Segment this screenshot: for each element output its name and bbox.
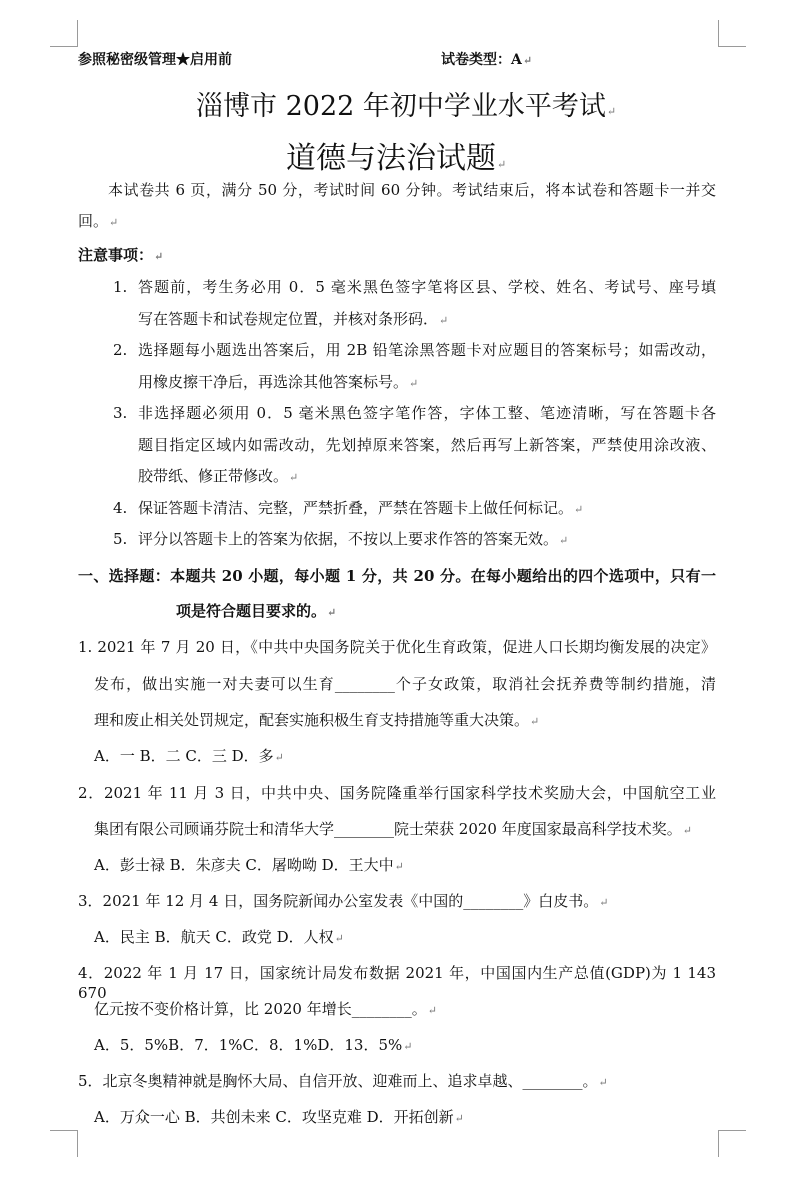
notice-item-4-number: 4. (113, 499, 128, 517)
intro-line-2: 回。↵ (78, 212, 119, 230)
notice-item-1-line-2: 写在答题卡和试卷规定位置，并核对条形码．↵ (138, 310, 449, 328)
notice-item-3-line-1: 非选择题必须用 0．5 毫米黑色签字笔作答，字体工整、笔迹清晰，写在答题卡各 (138, 404, 716, 422)
question-2-options: A．彭士禄 B．朱彦夫 C．屠呦呦 D．王大中↵ (94, 856, 404, 874)
notice-item-2-number: 2. (113, 341, 128, 359)
question-2-line-2: 集团有限公司顾诵芬院士和清华大学________院士荣获 2020 年度国家最高科学技术奖。↵ (94, 820, 692, 838)
question-4-options: A．5．5%B．7．1%C．8．1%D．13．5%↵ (94, 1036, 413, 1054)
notice-item-2-line-1: 选择题每小题选出答案后，用 2B 铅笔涂黑答题卡对应题目的答案标号；如需改动， (138, 341, 716, 359)
notice-item-3-number: 3. (113, 404, 128, 422)
question-1-line-2: 发布，做出实施一对夫妻可以生育________个子女政策，取消社会抚养费等制约措施，清 (94, 675, 716, 693)
question-2-line-1: 2．2021 年 11 月 3 日，中共中央、国务院隆重举行国家科学技术奖励大会，中国航空工业 (78, 784, 716, 802)
subject-title: 道德与法治试题↵ (286, 141, 507, 176)
question-3-options: A．民主 B．航天 C．政党 D．人权↵ (94, 928, 344, 946)
section-heading-line-2: 项是符合题目要求的。↵ (176, 602, 337, 620)
crop-mark-top-right (718, 20, 746, 47)
question-1-options: A．一 B．二 C．三 D．多↵ (94, 747, 284, 765)
notice-item-3-line-2: 题目指定区域内如需改动，先划掉原来答案，然后再写上新答案，严禁使用涂改液、 (138, 436, 716, 454)
section-heading-line-1: 一、选择题：本题共 20 小题，每小题 1 分，共 20 分。在每小题给出的四个选项中，只有一 (78, 567, 716, 585)
crop-mark-top-left (50, 20, 78, 47)
notice-item-2-line-2: 用橡皮擦干净后，再选涂其他答案标号。↵ (138, 373, 419, 391)
notice-item-1-line-1: 答题前，考生务必用 0．5 毫米黑色签字笔将区县、学校、姓名、考试号、座号填 (138, 278, 716, 296)
question-5-line-1: 5．北京冬奥精神就是胸怀大局、自信开放、迎难而上、追求卓越、________。↵ (78, 1072, 608, 1090)
question-4-line-2: 亿元按不变价格计算，比 2020 年增长________。↵ (94, 1000, 437, 1018)
question-1-line-3: 理和废止相关处罚规定，配套实施积极生育支持措施等重大决策。↵ (94, 711, 540, 729)
page-title: 淄博市 2022 年初中学业水平考试↵ (196, 91, 617, 122)
question-3-line-1: 3．2021 年 12 月 4 日，国务院新闻办公室发表《中国的________》白皮书。↵ (78, 892, 609, 910)
question-1-line-1: 1. 2021 年 7 月 20 日，《中共中央国务院关于优化生育政策，促进人口长期均衡发展的决定》 (78, 638, 716, 656)
question-4-line-1: 4．2022 年 1 月 17 日，国家统计局发布数据 2021 年，中国国内生产总值(GDP)为 1 143 670 (78, 964, 716, 1002)
notice-item-4-line-1: 保证答题卡清洁、完整，严禁折叠，严禁在答题卡上做任何标记。↵ (138, 499, 584, 517)
intro-line-1: 本试卷共 6 页，满分 50 分，考试时间 60 分钟。考试结束后，将本试卷和答题卡一并交 (108, 181, 716, 199)
notice-item-1-number: 1. (113, 278, 128, 296)
crop-mark-bottom-left (50, 1130, 78, 1157)
secrecy-label: 参照秘密级管理★启用前 (78, 52, 232, 68)
notice-item-3-line-3: 胶带纸、修正带修改。↵ (138, 467, 299, 485)
notice-heading: 注意事项：↵ (78, 246, 164, 264)
notice-item-5-number: 5. (113, 530, 128, 548)
paper-type-label: 试卷类型：A↵ (441, 52, 533, 68)
notice-item-5-line-1: 评分以答题卡上的答案为依据，不按以上要求作答的答案无效。↵ (138, 530, 569, 548)
question-5-options: A．万众一心 B．共创未来 C．攻坚克难 D．开拓创新↵ (94, 1108, 464, 1126)
crop-mark-bottom-right (718, 1130, 746, 1157)
